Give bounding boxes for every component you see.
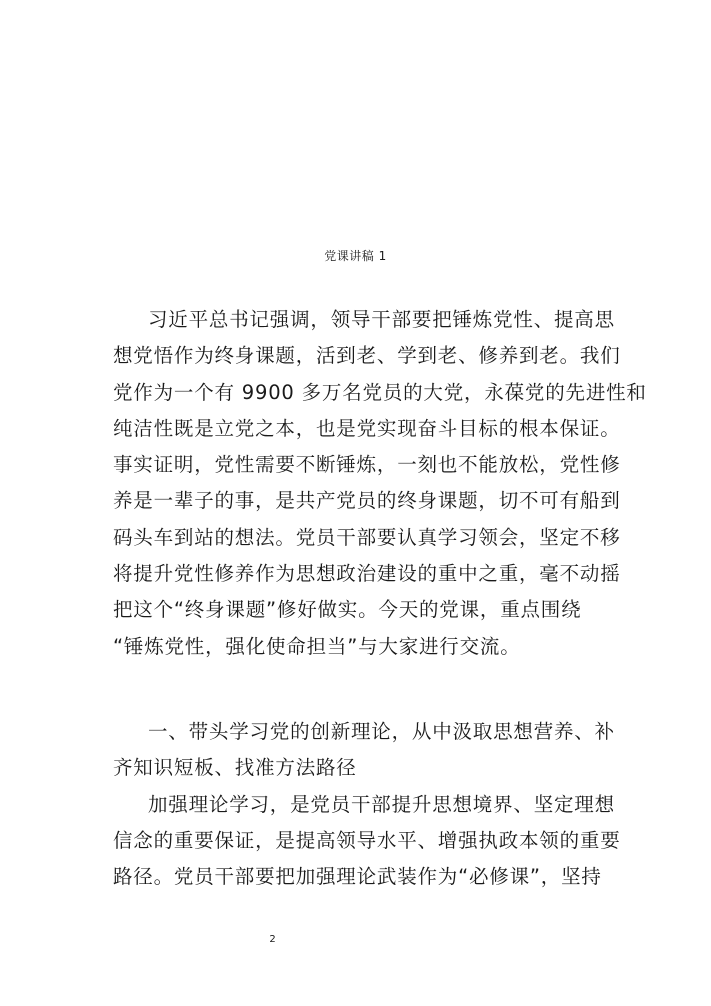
- intro-paragraph: [113, 302, 647, 665]
- text-line: “锤炼党性，强化使命担当”与大家进行交流。: [113, 634, 521, 658]
- text-line: 将提升党性修养作为思想政治建设的重中之重，毫不动摇: [113, 562, 621, 586]
- document-title: 党课讲稿 1: [324, 249, 387, 263]
- text-line: 事实证明，党性需要不断锤炼，一刻也不能放松，党性修: [113, 453, 621, 477]
- section-heading-line: 一、带头学习党的创新理论，从中汲取思想营养、补: [148, 720, 615, 743]
- section-heading-line: 齐知识短板、找准方法路径: [113, 756, 357, 780]
- text-line: 加强理论学习，是党员干部提升思想境界、坚定理想: [148, 792, 615, 816]
- text-line: 码头车到站的想法。党员干部要认真学习领会，坚定不移: [113, 525, 621, 549]
- text-line: 党作为一个有 9900 多万名党员的大党，永葆党的先进性和: [113, 380, 647, 404]
- text-line: 想党悟作为终身课题，活到老、学到老、修养到老。我们: [113, 344, 621, 368]
- text-line: 养是一辈子的事，是共产党员的终身课题，切不可有船到: [113, 489, 621, 513]
- text-line: 把这个“终身课题”修好做实。今天的党课，重点围绕: [113, 598, 582, 622]
- text-line: 纯洁性既是立党之本，也是党实现奋斗目标的根本保证。: [113, 416, 621, 440]
- text-line: 信念的重要保证，是提高领导水平、增强执政本领的重要: [113, 828, 621, 852]
- page-number: 2: [269, 934, 276, 945]
- section-one: [113, 714, 621, 895]
- text-line: 路径。党员干部要把加强理论武装作为“必修课”，坚持: [113, 865, 602, 889]
- text-line: 习近平总书记强调，领导干部要把锤炼党性、提高思: [148, 308, 615, 331]
